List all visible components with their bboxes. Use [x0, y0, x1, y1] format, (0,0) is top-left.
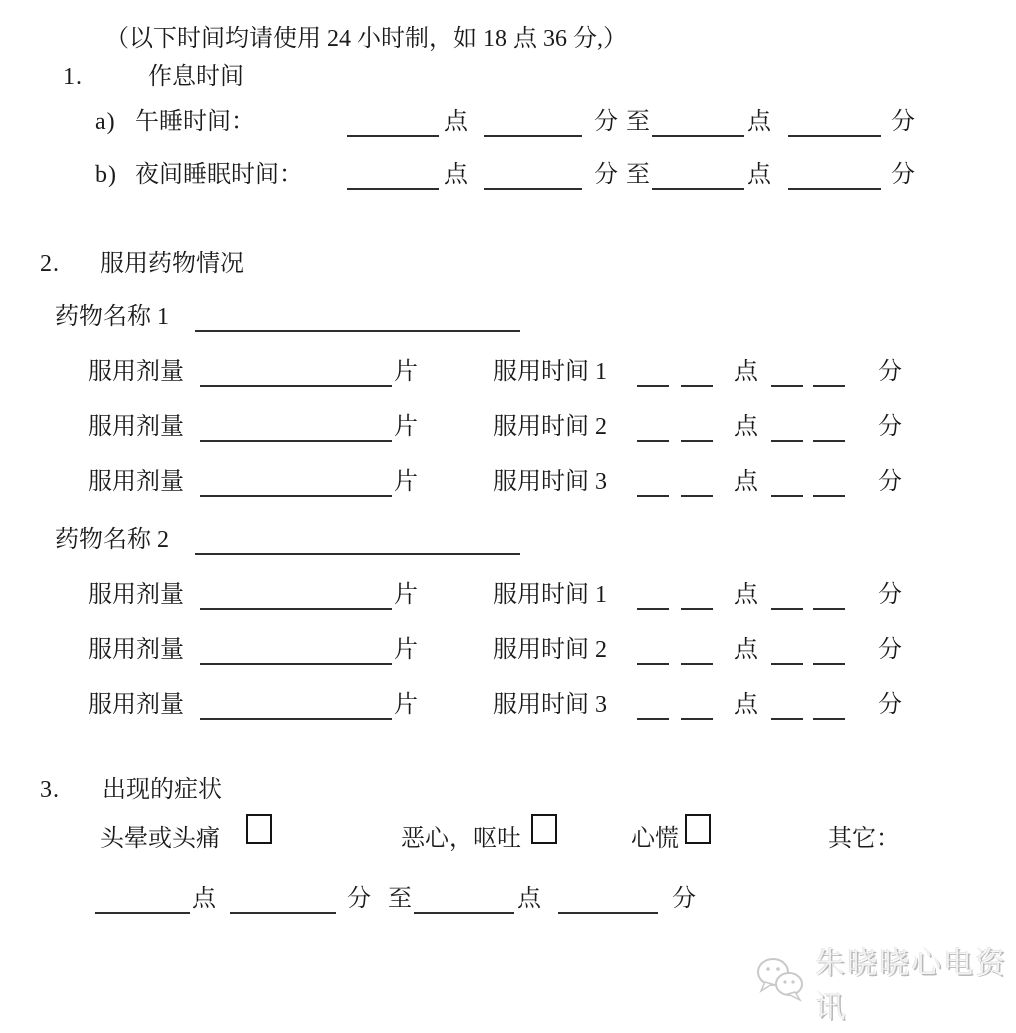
night-sleep-label: 夜间睡眠时间： [135, 162, 303, 188]
hour-tens-blank[interactable] [637, 633, 669, 665]
section-1-number: 1. [63, 64, 83, 90]
hour-ones-blank[interactable] [681, 578, 713, 610]
dose-amount-blank[interactable] [200, 688, 392, 720]
fen-label: 分 [878, 692, 902, 718]
medication-2-name-label: 药物名称 2 [55, 527, 169, 553]
dose-label: 服用剂量 [88, 469, 184, 495]
section-3-number: 3. [40, 777, 60, 803]
symptom-dizzy-headache-checkbox[interactable] [246, 814, 272, 844]
nap-end-minute-blank[interactable] [788, 105, 881, 137]
minute-ones-blank[interactable] [813, 355, 845, 387]
dose-amount-blank[interactable] [200, 355, 392, 387]
dose-time-label: 服用时间 2 [493, 637, 607, 663]
dose-amount-blank[interactable] [200, 633, 392, 665]
symptom-time-row [0, 882, 1016, 916]
dian-label: 点 [734, 582, 758, 608]
pian-label: 片 [394, 359, 418, 385]
medication-1-name-blank[interactable] [195, 300, 520, 332]
section-1-title: 作息时间 [148, 64, 244, 90]
section-2-number: 2. [40, 251, 60, 277]
fen-label: 分 [672, 886, 696, 912]
dose-time-label: 服用时间 1 [493, 359, 607, 385]
watermark-footer [755, 947, 1016, 1024]
dian-label: 点 [734, 692, 758, 718]
dose-amount-blank[interactable] [200, 578, 392, 610]
hour-tens-blank[interactable] [637, 465, 669, 497]
dose-amount-blank[interactable] [200, 410, 392, 442]
nap-end-hour-blank[interactable] [652, 105, 744, 137]
dose-row [0, 633, 1016, 667]
minute-tens-blank[interactable] [771, 410, 803, 442]
symptom-palpitation-checkbox[interactable] [685, 814, 711, 844]
dose-row [0, 688, 1016, 722]
symptom-end-minute-blank[interactable] [558, 882, 658, 914]
sleep-start-hour-blank[interactable] [347, 158, 439, 190]
fen-label: 分 [891, 109, 915, 135]
minute-tens-blank[interactable] [771, 688, 803, 720]
nap-start-hour-blank[interactable] [347, 105, 439, 137]
pian-label: 片 [394, 637, 418, 663]
hour-ones-blank[interactable] [681, 688, 713, 720]
sleep-end-minute-blank[interactable] [788, 158, 881, 190]
hour-ones-blank[interactable] [681, 465, 713, 497]
dian-label: 点 [747, 162, 771, 188]
symptom-nausea-vomit-label: 恶心，呕吐 [401, 826, 521, 852]
dose-label: 服用剂量 [88, 359, 184, 385]
dose-row [0, 465, 1016, 499]
hour-tens-blank[interactable] [637, 578, 669, 610]
dose-label: 服用剂量 [88, 637, 184, 663]
fen-label: 分 [594, 162, 618, 188]
fen-label: 分 [594, 109, 618, 135]
medication-2-name-row [0, 523, 1016, 557]
dose-label: 服用剂量 [88, 414, 184, 440]
nap-time-label: 午睡时间： [135, 109, 255, 135]
section-medication-header [0, 247, 1016, 281]
medication-1-name-label: 药物名称 1 [55, 304, 169, 330]
section-3-title: 出现的症状 [102, 777, 222, 803]
symptom-dizzy-headache-label: 头晕或头痛 [100, 826, 220, 852]
minute-ones-blank[interactable] [813, 633, 845, 665]
fen-label: 分 [878, 582, 902, 608]
row-b-marker: b) [95, 162, 117, 188]
symptom-nausea-vomit-checkbox[interactable] [531, 814, 557, 844]
section-rest-header [0, 60, 1016, 94]
fen-label: 分 [878, 469, 902, 495]
pian-label: 片 [394, 582, 418, 608]
hour-ones-blank[interactable] [681, 410, 713, 442]
symptom-row [0, 822, 1016, 856]
symptom-palpitation-label: 心慌 [631, 826, 679, 852]
pian-label: 片 [394, 469, 418, 495]
dose-label: 服用剂量 [88, 582, 184, 608]
medication-2-name-blank[interactable] [195, 523, 520, 555]
minute-ones-blank[interactable] [813, 410, 845, 442]
wechat-logo-icon [755, 955, 807, 1010]
dose-label: 服用剂量 [88, 692, 184, 718]
dian-label: 点 [734, 359, 758, 385]
night-sleep-row [0, 158, 1016, 192]
minute-ones-blank[interactable] [813, 465, 845, 497]
dose-time-label: 服用时间 1 [493, 582, 607, 608]
zhi-label: 至 [626, 109, 650, 135]
hour-tens-blank[interactable] [637, 410, 669, 442]
minute-ones-blank[interactable] [813, 578, 845, 610]
header-note-row [0, 22, 1016, 56]
section-symptoms-header [0, 773, 1016, 807]
minute-tens-blank[interactable] [771, 355, 803, 387]
dose-row [0, 410, 1016, 444]
fen-label: 分 [347, 886, 371, 912]
hour-tens-blank[interactable] [637, 355, 669, 387]
row-a-marker: a) [95, 109, 116, 135]
fen-label: 分 [878, 359, 902, 385]
fen-label: 分 [891, 162, 915, 188]
dian-label: 点 [747, 109, 771, 135]
minute-tens-blank[interactable] [771, 578, 803, 610]
section-2-title: 服用药物情况 [100, 251, 244, 277]
hour-ones-blank[interactable] [681, 355, 713, 387]
dose-time-label: 服用时间 3 [493, 469, 607, 495]
time-format-note: （以下时间均请使用 24 小时制，如 18 点 36 分,） [105, 26, 627, 52]
dose-row [0, 355, 1016, 389]
dian-label: 点 [734, 637, 758, 663]
dose-time-label: 服用时间 2 [493, 414, 607, 440]
sleep-end-hour-blank[interactable] [652, 158, 744, 190]
nap-start-minute-blank[interactable] [484, 105, 582, 137]
minute-ones-blank[interactable] [813, 688, 845, 720]
zhi-label: 至 [626, 162, 650, 188]
dose-row [0, 578, 1016, 612]
dian-label: 点 [734, 469, 758, 495]
symptom-start-hour-blank[interactable] [95, 882, 190, 914]
dian-label: 点 [517, 886, 541, 912]
dose-time-label: 服用时间 3 [493, 692, 607, 718]
symptom-start-minute-blank[interactable] [230, 882, 336, 914]
symptom-other-label: 其它： [828, 826, 900, 852]
watermark-brand-text: 朱晓晓心电资讯 [815, 947, 1007, 1024]
sleep-start-minute-blank[interactable] [484, 158, 582, 190]
zhi-label: 至 [388, 886, 412, 912]
dian-label: 点 [192, 886, 216, 912]
fen-label: 分 [878, 637, 902, 663]
symptom-end-hour-blank[interactable] [414, 882, 514, 914]
nap-time-row [0, 105, 1016, 139]
minute-tens-blank[interactable] [771, 465, 803, 497]
pian-label: 片 [394, 414, 418, 440]
dian-label: 点 [444, 162, 468, 188]
minute-tens-blank[interactable] [771, 633, 803, 665]
medication-1-name-row [0, 300, 1016, 334]
hour-tens-blank[interactable] [637, 688, 669, 720]
dian-label: 点 [734, 414, 758, 440]
fen-label: 分 [878, 414, 902, 440]
hour-ones-blank[interactable] [681, 633, 713, 665]
dian-label: 点 [444, 109, 468, 135]
pian-label: 片 [394, 692, 418, 718]
dose-amount-blank[interactable] [200, 465, 392, 497]
